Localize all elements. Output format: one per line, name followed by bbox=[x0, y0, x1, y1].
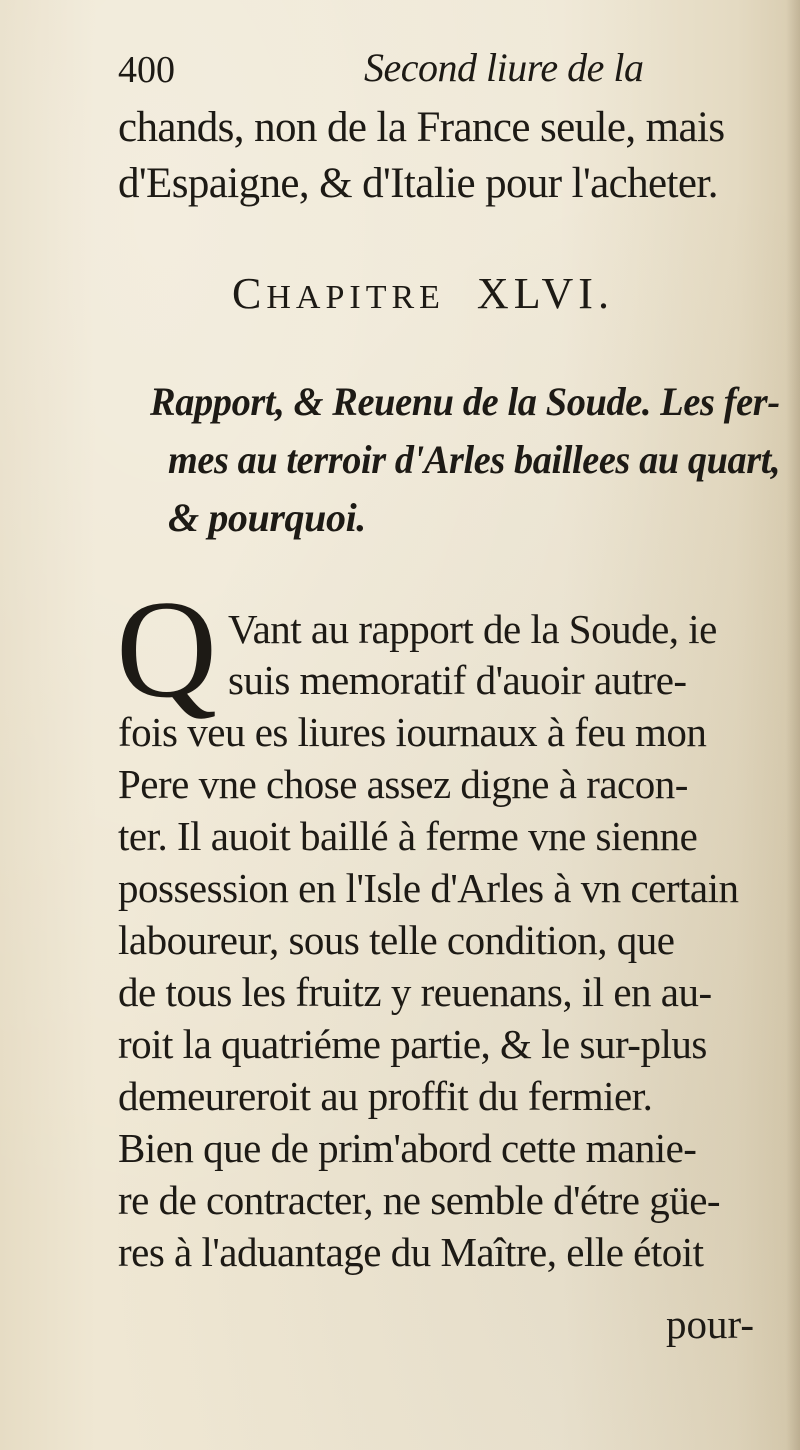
text-line-opening-2: d'Espaigne, & d'Italie pour l'acheter. bbox=[118, 160, 718, 207]
text-line-1: Vant au rapport de la Soude, ie bbox=[228, 606, 717, 652]
text-line-8: de tous les fruitz y reuenans, il en au- bbox=[118, 969, 712, 1015]
text-line-4: Pere vne chose assez digne à racon- bbox=[118, 761, 688, 807]
page-number: 400 bbox=[118, 49, 175, 91]
text-line-opening-1: chands, non de la France seule, mais bbox=[118, 104, 725, 151]
drop-cap-initial: Q bbox=[116, 572, 218, 727]
page-header bbox=[118, 40, 678, 100]
running-title: Second liure de la bbox=[364, 45, 644, 90]
chapter-heading-word: HAPITRE bbox=[266, 279, 445, 316]
text-line-7: laboureur, sous telle condition, que bbox=[118, 917, 675, 963]
chapter-number: XLVI. bbox=[476, 269, 614, 318]
text-line-3: fois veu es liures iournaux à feu mon bbox=[118, 709, 707, 755]
text-line-13: res à l'aduantage du Maître, elle étoit bbox=[118, 1229, 704, 1275]
text-line-6: possession en l'Isle d'Arles à vn certain bbox=[118, 865, 739, 911]
chapter-heading-initial: C bbox=[232, 269, 267, 318]
text-line-2: suis memoratif d'auoir autre- bbox=[228, 657, 687, 703]
chapter-heading bbox=[232, 268, 614, 319]
text-line-12: re de contracter, ne semble d'étre güe- bbox=[118, 1177, 721, 1223]
text-line-5: ter. Il auoit baillé à ferme vne sienne bbox=[118, 813, 698, 859]
chapter-summary-line-3: & pourquoi. bbox=[168, 495, 366, 540]
page-edge-shadow bbox=[786, 0, 800, 1450]
chapter-summary-line-2: mes au terroir d'Arles baillees au quart, bbox=[168, 437, 781, 482]
chapter-summary-line-1: Rapport, & Reuenu de la Soude. Les fer- bbox=[150, 379, 780, 424]
catchword: pour- bbox=[666, 1301, 754, 1347]
text-line-10: demeureroit au proffit du fermier. bbox=[118, 1073, 653, 1119]
text-line-9: roit la quatriéme partie, & le sur-plus bbox=[118, 1021, 707, 1067]
text-line-11: Bien que de prim'abord cette manie- bbox=[118, 1125, 697, 1171]
